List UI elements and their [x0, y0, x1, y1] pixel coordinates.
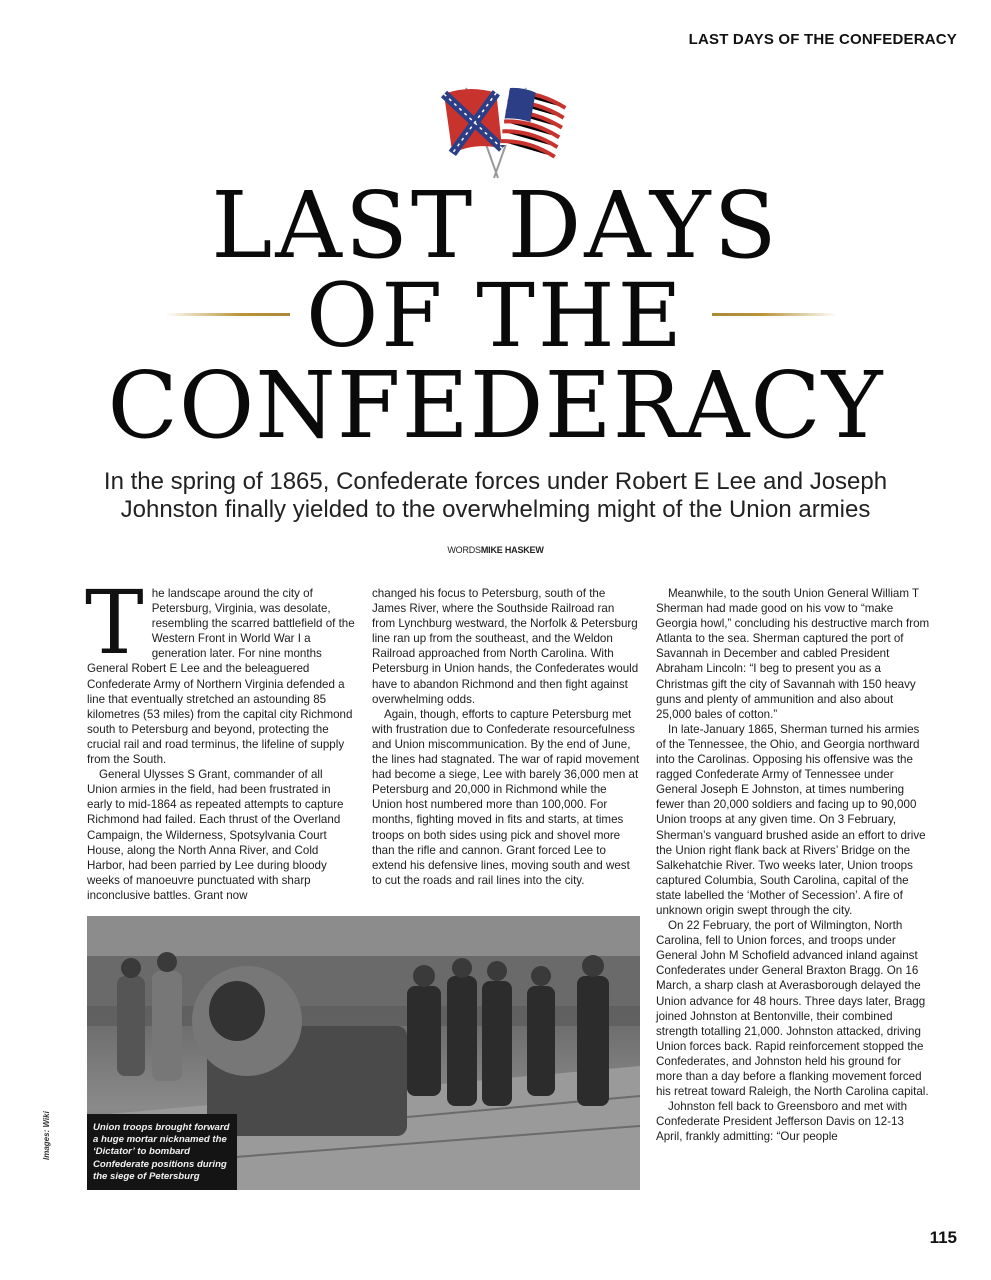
- byline-label: WORDS: [447, 545, 481, 555]
- crossed-flags-icon: [436, 80, 571, 180]
- article-column-2: [372, 586, 640, 888]
- article-column-1: [85, 571, 355, 903]
- paragraph: On 22 February, the port of Wilmington, North Carolina, fell to Union forces, and troops under General John M Schofield advanced inland against Confederates under General Braxton Bragg. On 16 March, a sharp clash at Averasborough delayed the Union advance for 48 hours. Three days later, Bragg joined Johnston at Bentonville, their combined strength totalling 21,000. Johnston attacked, driving Union forces back. Rapid reinforcement stopped the Confederates, and Johnston held his ground for more than a day before a flanking movement forced his retreat toward Raleigh, the North Carolina capital.: [656, 919, 929, 1099]
- title-line-2: OF THE: [306, 264, 685, 367]
- paragraph: Johnston fell back to Greensboro and met with Confederate President Jefferson Davis on 12-13 April, frankly admitting: “Our people: [656, 1100, 908, 1144]
- standfirst: In the spring of 1865, Confederate forces under Robert E Lee and Joseph Johnston finally yielded to the overwhelming might of the Union armies: [103, 468, 888, 523]
- title-line-1: LAST DAYS: [211, 172, 780, 279]
- page-number: 115: [929, 1228, 957, 1247]
- photo-caption: Union troops brought forward a huge mortar nicknamed the ‘Dictator’ to bombard Confederate positions during the siege of Petersburg: [87, 1114, 237, 1190]
- paragraph: [85, 571, 355, 767]
- article-column-3: [656, 586, 930, 1144]
- running-head: LAST DAYS OF THE CONFEDERACY: [688, 31, 957, 48]
- drop-cap: T: [85, 571, 144, 674]
- paragraph: In late-January 1865, Sherman turned his armies of the Tennessee, the Ohio, and Georgia northward into the Carolinas. Opposing his offensive was the ragged Confederate Army of Tennessee under General Joseph E Johnston, at times numbering fewer than 20,000 soldiers and facing up to 90,000 Union troops at any given time. On 3 February, Sherman’s vanguard brushed aside an effort to drive the Union right flank back at Rivers’ Bridge on the Salkehatchie River. Two weeks later, Union troops captured Columbia, South Carolina, capital of the state labelled the ‘Mother of Secession’. A fire of unknown origin swept through the city.: [656, 722, 926, 917]
- byline: [0, 545, 991, 555]
- paragraph: Again, though, efforts to capture Petersburg met with frustration due to Confederate resourcefulness and Union miscommunication. By the end of June, the lines had stagnated. The war of rapid movement had become a siege, Lee with barely 36,000 men at Petersburg and 20,000 in Richmond while the Union host numbered more than 100,000. For months, fighting moved in fits and starts, at times troops on both sides using pick and shovel more than the rifle and cannon. Grant forced Lee to extend his defensive lines, moving south and west to cut the roads and rail lines into the city.: [372, 707, 640, 887]
- paragraph: changed his focus to Petersburg, south of the James River, where the Southside Railroad ran from Lynchburg westward, the Norfolk & Petersburg line ran up from the southeast, and the Weldon Railroad approached from North Carolina. With Petersburg in Union hands, the Confederates would have to abandon Richmond and then fight against overwhelming odds.: [372, 587, 639, 706]
- title-line-3: CONFEDERACY: [107, 352, 884, 459]
- image-credit: Images: Wiki: [42, 1111, 51, 1160]
- byline-author: MIKE HASKEW: [480, 545, 544, 555]
- paragraph: Meanwhile, to the south Union General William T Sherman had made good on his vow to “make Georgia howl,” concluding his destructive march from Atlanta to the sea. Sherman captured the port of Savannah in December and cabled President Abraham Lincoln: “I beg to present you as a Christmas gift the city of Savannah with 150 heavy guns and plenty of ammunition and also about 25,000 bales of cotton.”: [656, 587, 930, 721]
- paragraph-text: he landscape around the city of Petersburg, Virginia, was desolate, resembling the scarred battlefield of the Western Front in World War I a generation later. For nine months General Robert E Lee and the beleaguered Confederate Army of Northern Virginia defended a line that eventually stretched an astounding 85 kilometres (53 miles) from the capital city Richmond south to Petersburg and beyond, protecting the crucial rail and road terminus, the lifeline of supply from the South.: [87, 587, 355, 767]
- paragraph: General Ulysses S Grant, commander of all Union armies in the field, had been frustrated in early to mid-1864 as repeated attempts to capture Richmond had failed. Each thrust of the Overland Campaign, the Wilderness, Spotsylvania Court House, along the North Anna River, and Cold Harbor, had been parried by Lee during bloody weeks of manoeuvre punctuated with sharp inconclusive battles. Grant now: [87, 768, 344, 902]
